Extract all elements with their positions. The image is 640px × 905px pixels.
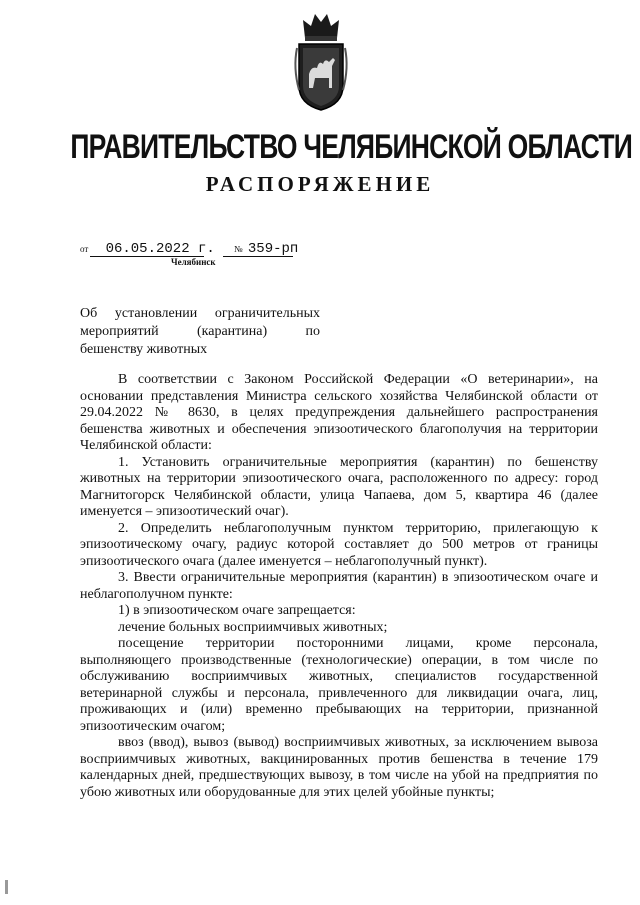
document-date: 06.05.2022 г. — [105, 241, 215, 257]
preamble-paragraph: В соответствии с Законом Российской Федерации «О ветеринарии», на основании представления Министра сельского хозяйства Челябинской области от 29.04.2022 № 8630, в целях предупреждения дальнейшего распространения бешенства животных и обеспечения эпизоотического благополучия на территории Челябинской области: — [80, 372, 598, 453]
date-prefix: от — [80, 244, 89, 254]
scan-artifact — [5, 880, 8, 894]
document-type: РАСПОРЯЖЕНИЕ — [205, 172, 435, 196]
list-item-paragraph: посещение территории посторонними лицами, кроме персонала, выполняющего производственные (технологические) операции, в том числе по обслуживанию восприимчивых животных, специалистов государственной ветеринарной службы и персонала, привлеченного для ликвидации очага, лиц, проживающих и (или) временно пребывающих на территории, признанной эпизоотическим очагом; — [80, 636, 598, 734]
document-city: Челябинск — [171, 257, 216, 267]
document-number: 359-рп — [247, 241, 299, 257]
subject-line: бешенству животных — [80, 342, 208, 357]
document-body — [80, 372, 598, 801]
clause-paragraph: 1. Установить ограничительные мероприятия (карантин) по бешенству животных на территории эпизоотического очага, расположенного по адресу: город Магнитогорск Челябинской области, улица Чапаева, дом 5, квартира 46 (далее именуется – эпизоотический очаг). — [80, 454, 598, 519]
subject-line: Об установлении ограничительных — [80, 306, 320, 321]
clause-paragraph: 3. Ввести ограничительные мероприятия (карантин) в эпизоотическом очаге и неблагополучном пункте: — [80, 570, 598, 602]
subject-line: мероприятий (карантина) по — [80, 324, 320, 339]
list-item-paragraph: ввоз (ввод), вывоз (вывод) восприимчивых животных, за исключением вывоза восприимчивых животных, вакцинированных против бешенства в течение 179 календарных дней, предшествующих вывозу, в том числе на убой на предприятия по убою животных или оборудованные для этих целей убойные пункты; — [80, 735, 598, 800]
number-prefix: № — [234, 244, 243, 254]
clause-paragraph: 2. Определить неблагополучным пунктом территорию, прилегающую к эпизоотическому очагу, радиус которой составляет до 500 метров от границы эпизоотического очага (далее именуется – неблагополучный пункт). — [80, 520, 598, 569]
number-underline — [223, 256, 293, 257]
subclause-paragraph: 1) в эпизоотическом очаге запрещается: — [118, 603, 356, 618]
document-subject — [80, 305, 320, 359]
list-item-paragraph: лечение больных восприимчивых животных; — [118, 619, 388, 635]
government-title: ПРАВИТЕЛЬСТВО ЧЕЛЯБИНСКОЙ ОБЛАСТИ — [70, 128, 633, 166]
registration-line — [80, 240, 298, 257]
coat-of-arms-icon — [291, 8, 351, 112]
